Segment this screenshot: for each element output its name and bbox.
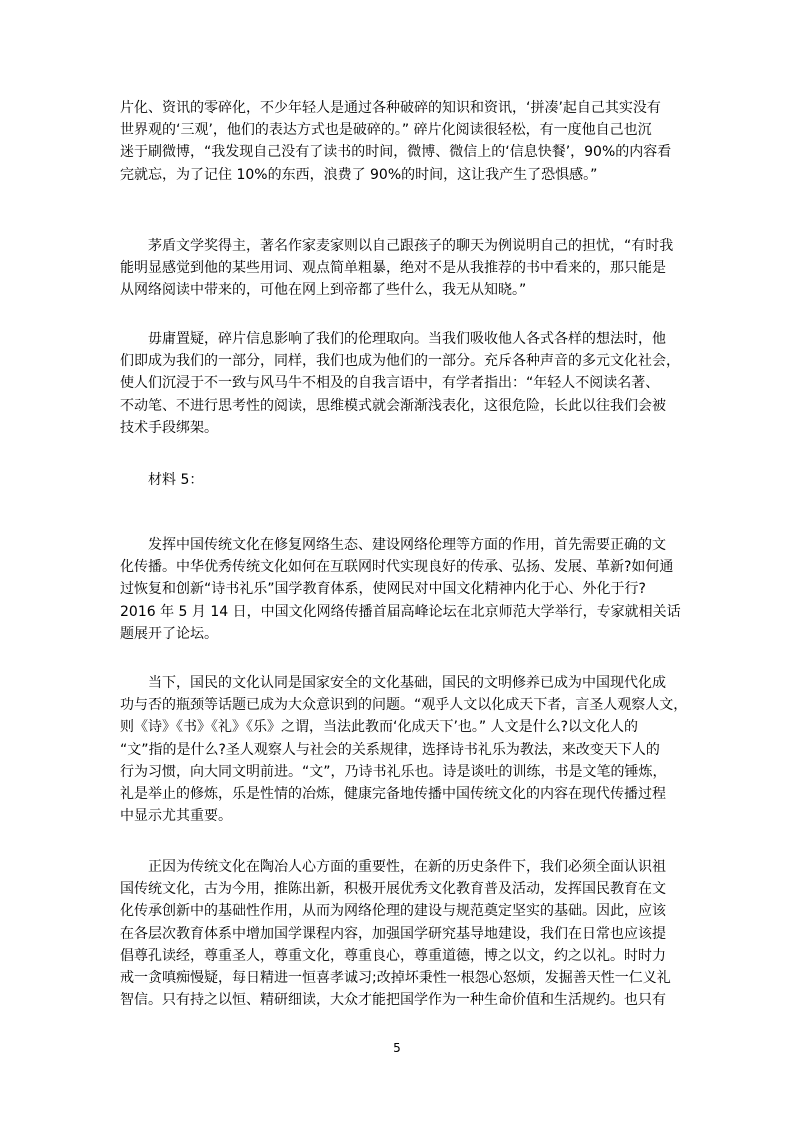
paragraph-7 [120,856,690,1011]
text-line: 戒一贪嗔痴慢疑，每日精进一恒喜孝诚习;改掉坏秉性一根怨心怒烦，发掘善天性一仁义礼 [120,969,671,986]
text-line: 行为习惯，向大同文明前进。“文”，乃诗书礼乐也。诗是谈吐的训练，书是文笔的锤炼， [120,763,667,780]
text-line: 当下，国民的文化认同是国家安全的文化基础，国民的文明修养已成为中国现代化成 [148,675,666,691]
text-line: 则《诗》《书》《礼》《乐》之谓，当法此教而‘化成天下’也。” 人文是什么?以文化人的 [120,719,639,736]
text-line: 在各层次教育体系中增加国学课程内容，加强国学研究基导地建设，我们在日常也应该提 [120,925,666,942]
paragraph-6 [120,672,690,827]
text-line: 国传统文化，古为今用，推陈出新，积极开展优秀文化教育普及活动，发挥国民教育在文 [120,881,666,898]
text-line: 礼是举止的修炼，乐是性情的冶炼，健康完备地传播中国传统文化的内容在现代传播过程 [120,785,666,802]
text-line: 功与否的瓶颈等话题已成为大众意识到的问题。“观乎人文以化成天下者，言圣人观察人文， [120,697,688,714]
text-line: 能明显感觉到他的某些用词、观点简单粗暴，绝对不是从我推荐的书中看来的，那只能是 [120,260,666,277]
text-line: 毋庸置疑，碎片信息影响了我们的伦理取向。当我们吸收他人各式各样的想法时，他 [148,331,666,347]
paragraph-2 [120,235,690,302]
page-number: 5 [393,1041,401,1055]
text-line: “文”指的是什么?圣人观察人与社会的关系规律，选择诗书礼乐为教法，来改变天下人的 [120,741,660,758]
text-line: 迷于刷微博，“我发现自己没有了读书的时间，微博、微信上的‘信息快餐’，90%的内容看 [120,144,672,161]
paragraph-5 [120,534,690,645]
text-line: 技术手段绑架。 [120,419,218,436]
text-line: 们即成为我们的一部分，同样，我们也成为他们的一部分。充斥各种声音的多元文化社会， [120,353,680,370]
text-line: 从网络阅读中带来的，可他在网上到帝都了些什么，我无从知晓。” [120,282,527,299]
text-line: 不动笔、不进行思考性的阅读，思维模式就会渐渐浅表化，这很危险，长此以往我们会被 [120,397,666,414]
text-line: 智信。只有持之以恒、精研细读，大众才能把国学作为一种生命价值和生活规约。也只有 [120,992,666,1009]
text-line: 茅盾文学奖得主，著名作家麦家则以自己跟孩子的聊天为例说明自己的担忧，“有时我 [148,238,674,254]
text-line: 过恢复和创新“诗书礼乐”国学教育体系，使网民对中国文化精神内化于心、外化于行? [120,581,646,598]
text-line: 片化、资讯的零碎化，不少年轻人是通过各种破碎的知识和资讯，‘拼凑’起自己其实没有 [120,100,661,116]
paragraph-3 [120,328,690,439]
text-line: 中显示尤其重要。 [120,808,232,825]
section-heading-material-5 [120,469,690,491]
paragraph-1 [120,97,690,186]
text-line: 材料 5： [148,472,204,488]
text-line: 发挥中国传统文化在修复网络生态、建设网络伦理等方面的作用，首先需要正确的文 [148,537,666,553]
text-line: 正因为传统文化在陶冶人心方面的重要性，在新的历史条件下，我们必须全面认识祖 [148,859,666,875]
text-line: 使人们沉浸于不一致与风马牛不相及的自我言语中，有学者指出：“年轻人不阅读名著、 [120,375,660,392]
text-line: 2016 年 5 月 14 日，中国文化网络传播首届高峰论坛在北京师范大学举行，专家就相关话 [120,603,681,620]
text-line: 世界观的‘三观’，他们的表达方式也是破碎的。” 碎片化阅读很轻松，有一度他自己也沉 [120,122,652,139]
text-line: 题展开了论坛。 [120,625,218,642]
text-line: 化传承创新中的基础性作用，从而为网络伦理的建设与规范奠定坚实的基础。因此，应该 [120,903,666,920]
text-line: 化传播。中华优秀传统文化如何在互联网时代实现良好的传承、弘扬、发展、革新?如何通 [120,559,674,576]
text-line: 倡尊孔读经，尊重圣人，尊重文化，尊重良心，尊重道德，博之以文，约之以礼。时时力 [120,947,666,964]
text-line: 完就忘，为了记住 10%的东西，浪费了 90%的时间，这让我产生了恐惧感。” [120,166,598,183]
